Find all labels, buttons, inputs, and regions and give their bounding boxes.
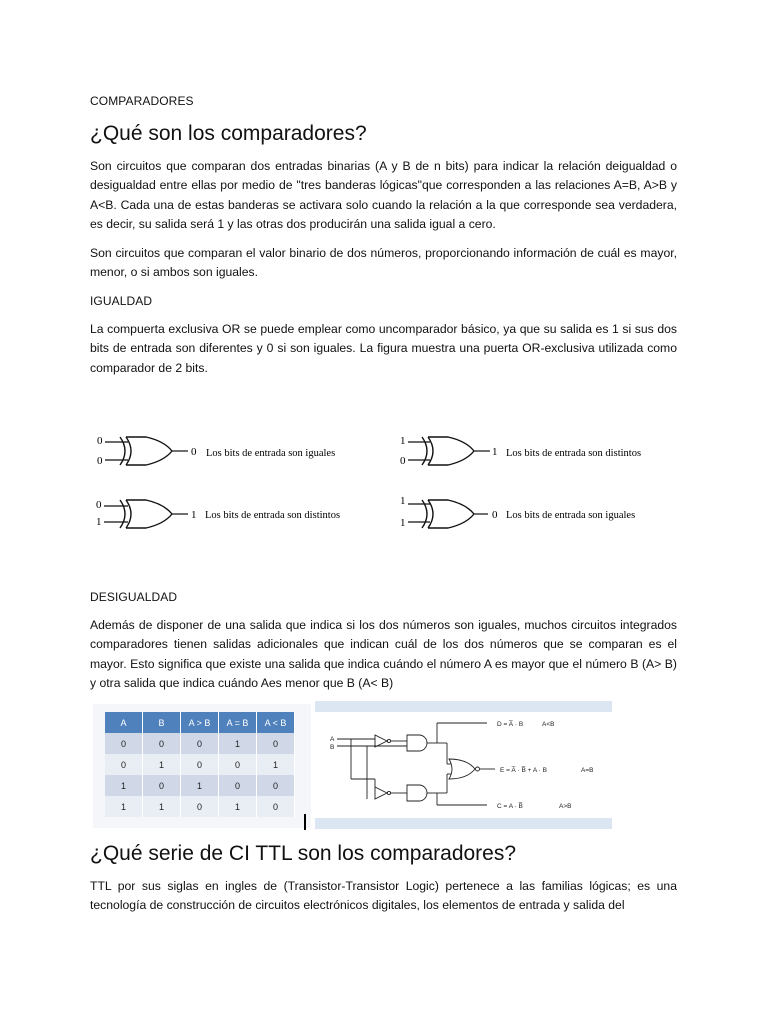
table-cell: 1 bbox=[219, 796, 257, 817]
heading-serie-ttl: ¿Qué serie de CI TTL son los comparadores? bbox=[90, 842, 517, 865]
xor-1-output: 0 bbox=[191, 446, 197, 458]
xor-2-caption: Los bits de entrada son distintos bbox=[506, 448, 642, 459]
table-cell: 1 bbox=[105, 775, 143, 796]
table-cell: 0 bbox=[257, 775, 295, 796]
circuit-output-c-tag: A>B bbox=[559, 803, 572, 810]
table-row bbox=[105, 754, 295, 775]
circuit-output-e-tag: A=B bbox=[581, 767, 594, 774]
table-cell: 0 bbox=[105, 754, 143, 775]
xor-3-input-2: 1 bbox=[96, 516, 102, 528]
heading-que-son: ¿Qué son los comparadores? bbox=[90, 122, 367, 145]
circuit-input-a: A bbox=[330, 736, 335, 743]
truth-table-box bbox=[93, 704, 311, 828]
circuit-output-e: E = A̅ · B̅ + A · B bbox=[500, 767, 547, 774]
truth-header-b: B bbox=[143, 712, 181, 733]
xor-1-caption: Los bits de entrada son iguales bbox=[206, 448, 336, 459]
xor-3-output: 1 bbox=[191, 509, 197, 521]
xor-4-output: 0 bbox=[492, 509, 498, 521]
paragraph-1: Son circuitos que comparan dos entradas binarias (A y B de n bits) para indicar la relación deigualdad o desigualdad entre ellas por medio de "tres banderas lógicas"que corresponden a las relaciones A=B, A>B y A<B. Cada una de estas banderas se activara solo cuando la relación a la que corresponde sea verdadera, es decir, su salida será 1 y las otras dos producirán una salida igual a cero. bbox=[90, 159, 677, 231]
xor-example-2 bbox=[400, 435, 641, 467]
table-cell: 0 bbox=[105, 733, 143, 754]
circuit-input-b: B bbox=[330, 744, 335, 751]
circuit-output-d-tag: A<B bbox=[542, 721, 555, 728]
igualdad-label: IGUALDAD bbox=[90, 294, 153, 308]
truth-header-a-gt-b: A > B bbox=[181, 712, 219, 733]
table-cell: 0 bbox=[181, 733, 219, 754]
truth-table bbox=[105, 712, 295, 817]
paragraph-2: Son circuitos que comparan el valor binario de dos números, proporcionando información de cuál es mayor, menor, o si ambos son iguales. bbox=[90, 246, 677, 280]
table-cell: 1 bbox=[257, 754, 295, 775]
paragraph-3: La compuerta exclusiva OR se puede emplear como uncomparador básico, ya que su salida es 1 si sus dos bits de entrada son diferentes y 0 si son iguales. La figura muestra una puerta OR-exclusiva utilizada como comparador de 2 bits. bbox=[90, 322, 677, 375]
xor-2-output: 1 bbox=[492, 446, 498, 458]
table-cell: 0 bbox=[181, 754, 219, 775]
desigualdad-label: DESIGUALDAD bbox=[90, 590, 178, 604]
xor-3-caption: Los bits de entrada son distintos bbox=[205, 510, 341, 521]
comparator-circuit-figure bbox=[315, 701, 612, 829]
truth-header-a-lt-b: A < B bbox=[257, 712, 295, 733]
table-cell: 1 bbox=[143, 754, 181, 775]
xor-4-input-2: 1 bbox=[400, 517, 406, 529]
table-row bbox=[105, 796, 295, 817]
table-cell: 1 bbox=[181, 775, 219, 796]
table-row bbox=[105, 775, 295, 796]
table-cell: 0 bbox=[257, 796, 295, 817]
table-cell: 1 bbox=[143, 796, 181, 817]
xor-comparator-figure bbox=[90, 428, 670, 548]
table-cell: 0 bbox=[143, 775, 181, 796]
xor-example-3 bbox=[96, 499, 340, 528]
xor-4-caption: Los bits de entrada son iguales bbox=[506, 510, 636, 521]
xor-2-input-2: 0 bbox=[400, 455, 406, 467]
xor-3-input-1: 0 bbox=[96, 499, 102, 511]
xor-example-1 bbox=[97, 435, 335, 467]
table-cell: 0 bbox=[257, 733, 295, 754]
xor-4-input-1: 1 bbox=[400, 495, 406, 507]
paragraph-5: TTL por sus siglas en ingles de (Transistor-Transistor Logic) pertenece a las familias lógicas; es una tecnología de construcción de circuitos electrónicos digitales, los elementos de entrada y salida del bbox=[90, 879, 677, 913]
section-label: COMPARADORES bbox=[90, 94, 194, 108]
table-cell: 0 bbox=[219, 754, 257, 775]
xor-1-input-2: 0 bbox=[97, 455, 103, 467]
text-cursor bbox=[304, 814, 306, 830]
truth-header-a-eq-b: A = B bbox=[219, 712, 257, 733]
table-cell: 0 bbox=[143, 733, 181, 754]
table-cell: 0 bbox=[181, 796, 219, 817]
truth-table-header-row bbox=[105, 712, 295, 733]
xor-example-4 bbox=[400, 495, 635, 529]
circuit-output-c: C = A · B̅ bbox=[497, 803, 523, 810]
paragraph-4: Además de disponer de una salida que indica si los dos números son iguales, muchos circuitos integrados comparadores tienen salidas adicionales que indican cuál de los dos números que se comparan es el mayor. Esto significa que existe una salida que indica cuándo el número A es mayor que el número B (A> B) y otra salida que indica cuándo Aes menor que B (A< B) bbox=[90, 618, 677, 690]
truth-header-a: A bbox=[105, 712, 143, 733]
table-row bbox=[105, 733, 295, 754]
circuit-output-d: D = A̅ · B bbox=[497, 721, 524, 728]
table-cell: 1 bbox=[105, 796, 143, 817]
table-cell: 0 bbox=[219, 775, 257, 796]
table-cell: 1 bbox=[219, 733, 257, 754]
xor-2-input-1: 1 bbox=[400, 435, 406, 447]
xor-1-input-1: 0 bbox=[97, 435, 103, 447]
